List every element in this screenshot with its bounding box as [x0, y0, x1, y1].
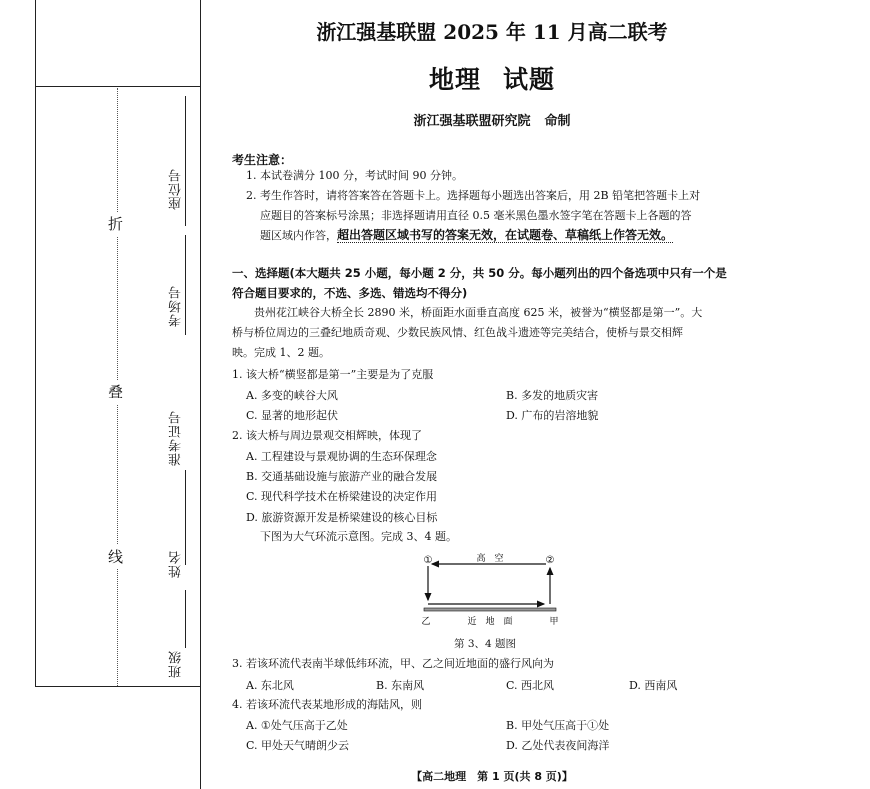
- subject-title-part1: 地理: [428, 65, 481, 94]
- issuer-name: 浙江强基联盟研究院: [413, 114, 531, 129]
- q2-option-b[interactable]: B. 交通基础设施与旅游产业的融合发展: [246, 470, 438, 483]
- seat-number-field[interactable]: [165, 168, 187, 210]
- subject-title-part2: 试题: [503, 65, 556, 94]
- figure-caption: 第 3、4 题图: [454, 638, 517, 650]
- fold-char-die: 叠: [108, 380, 123, 404]
- issuer-action: 命制: [544, 114, 571, 129]
- q4-option-b[interactable]: B. 甲处气压高于①处: [506, 719, 610, 732]
- fold-char-zhe: 折: [108, 212, 123, 236]
- class-label: 班级: [168, 650, 184, 678]
- q4-stem: 4. 若该环流代表某地形成的海陆风，则: [232, 698, 422, 711]
- binding-hline-bottom: [35, 686, 200, 687]
- point-1-label: ①: [423, 555, 433, 566]
- binding-rule-top: [35, 0, 36, 87]
- exam-room-line: [185, 235, 186, 335]
- q2-stem: 2. 该大桥与周边景观交相辉映，体现了: [232, 429, 422, 442]
- seat-number-label: 座位号: [168, 168, 184, 210]
- point-2-label: ②: [545, 555, 555, 566]
- class-line: [185, 610, 186, 648]
- seat-number-line: [185, 96, 186, 226]
- q3-option-a[interactable]: A. 东北风: [246, 679, 294, 692]
- admission-number-label: 准考证号: [168, 410, 184, 466]
- notice-item-2-line-3: [260, 227, 673, 244]
- binding-rule-left: [35, 87, 36, 687]
- q1-option-a[interactable]: A. 多变的峡谷大风: [246, 389, 338, 402]
- page-footer: 【高二地理 第 1 页(共 8 页)】: [411, 770, 573, 783]
- jia-label: 甲: [549, 617, 559, 627]
- q3-option-d[interactable]: D. 西南风: [629, 679, 678, 692]
- section-1-heading-line-1: 一、选择题(本大题共 25 小题，每小题 2 分，共 50 分。每小题列出的四个备选项中只有一个是: [232, 266, 727, 280]
- q2-option-c[interactable]: C. 现代科学技术在桥梁建设的决定作用: [246, 490, 438, 503]
- name-label: 姓名: [168, 550, 184, 578]
- surface-label: 近 地 面: [467, 617, 513, 627]
- name-field[interactable]: [165, 550, 187, 578]
- q1-option-b[interactable]: B. 多发的地质灾害: [506, 389, 599, 402]
- circulation-diagram: [420, 552, 560, 638]
- notice-heading: 考生注意：: [232, 153, 293, 167]
- q4-option-d[interactable]: D. 乙处代表夜间海洋: [506, 739, 610, 752]
- notice-warning: 超出答题区域书写的答案无效，在试题卷、草稿纸上作答无效。: [337, 228, 674, 242]
- passage-line-3: 映。完成 1、2 题。: [232, 346, 330, 359]
- q1-option-d[interactable]: D. 广布的岩溶地貌: [506, 409, 599, 422]
- binding-rule-right: [200, 0, 201, 789]
- q2-option-d[interactable]: D. 旅游资源开发是桥梁建设的核心目标: [246, 511, 438, 524]
- diagram-intro: 下图为大气环流示意图。完成 3、4 题。: [260, 530, 457, 543]
- passage-line-2: 桥与桥位周边的三叠纪地质奇观、少数民族风情、红色战斗遗迹等完美结合，使桥与景交相辉: [232, 326, 683, 339]
- q4-option-a[interactable]: A. ①处气压高于乙处: [246, 719, 348, 732]
- notice-item-2-line-1: 2. 考生作答时，请将答案答在答题卡上。选择题每小题选出答案后，用 2B 铅笔把答题卡上对: [246, 189, 701, 202]
- notice-item-2-line-2: 应题目的答案标号涂黑；非选择题请用直径 0.5 毫米黑色墨水签字笔在答题卡上各题的答: [260, 209, 692, 222]
- notice-item-1: 1. 本试卷满分 100 分，考试时间 90 分钟。: [246, 169, 463, 182]
- exam-title: 浙江强基联盟 2025 年 11 月高二联考: [316, 20, 668, 44]
- q4-option-c[interactable]: C. 甲处天气晴朗少云: [246, 739, 350, 752]
- issuer-line: [232, 110, 752, 129]
- class-field[interactable]: [165, 650, 187, 678]
- passage-line-1: 贵州花江峡谷大桥全长 2890 米，桥面距水面垂直高度 625 米，被誉为“横竖都是第一”。大: [254, 306, 703, 319]
- ground-surface: [424, 608, 556, 611]
- q3-stem: 3. 若该环流代表南半球低纬环流，甲、乙之间近地面的盛行风向为: [232, 657, 554, 670]
- fold-char-xian: 线: [108, 545, 123, 569]
- q1-option-c[interactable]: C. 显著的地形起伏: [246, 409, 339, 422]
- admission-number-field[interactable]: [165, 410, 187, 466]
- notice-item-2-line-3-prefix: 题区域内作答，: [260, 229, 337, 242]
- q3-option-b[interactable]: B. 东南风: [376, 679, 425, 692]
- q3-option-c[interactable]: C. 西北风: [506, 679, 555, 692]
- section-1-heading-line-2: 符合题目要求的，不选、多选、错选均不得分): [232, 286, 468, 300]
- q1-stem: 1. 该大桥“横竖都是第一”主要是为了克服: [232, 368, 434, 381]
- subject-title: [232, 60, 752, 96]
- exam-room-label: 考场号: [168, 285, 184, 327]
- upper-air-label: 高 空: [476, 554, 504, 564]
- exam-room-field[interactable]: [165, 285, 187, 327]
- binding-hline-top: [35, 86, 200, 87]
- q2-option-a[interactable]: A. 工程建设与景观协调的生态环保理念: [246, 450, 437, 463]
- yi-label: 乙: [421, 617, 431, 627]
